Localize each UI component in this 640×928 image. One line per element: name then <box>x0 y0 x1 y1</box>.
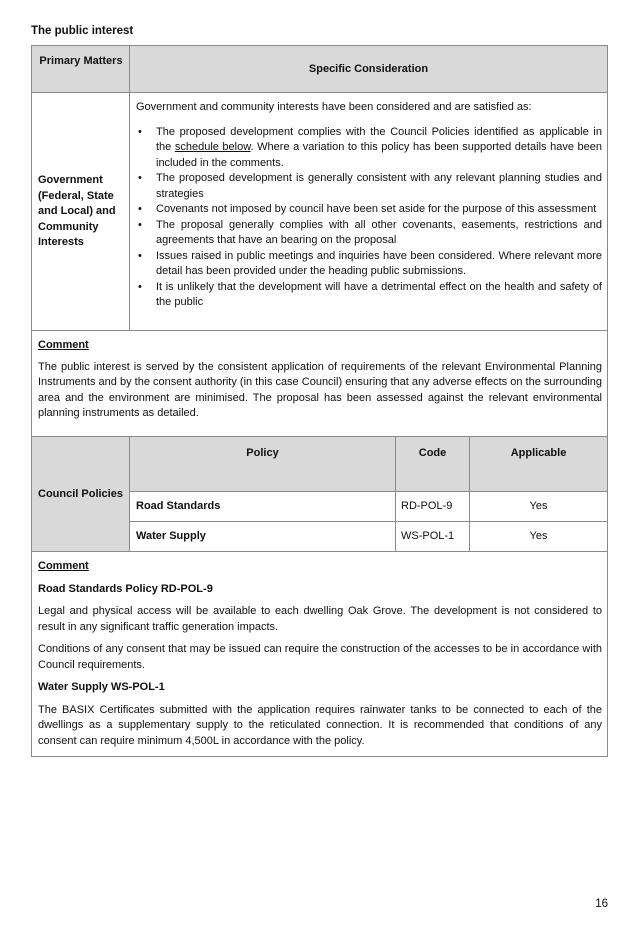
comment-title: Comment <box>38 339 89 351</box>
header-specific-consideration: Specific Consideration <box>308 63 429 75</box>
list-item: • The proposal generally complies with all other covenants, easements, restrictions and agreements that have an bearing on the proposal <box>136 218 602 249</box>
column-header-code: Code <box>418 447 447 459</box>
council-policies-table <box>31 436 608 757</box>
consideration-list <box>136 125 602 311</box>
section-heading: The public interest <box>31 25 134 37</box>
header-primary-matters: Primary Matters <box>39 55 123 67</box>
road-standards-subheading: Road Standards Policy RD-POL-9 <box>38 582 213 595</box>
list-item: • Covenants not imposed by council have been set aside for the purpose of this assessment <box>136 202 602 218</box>
code-cell: RD-POL-9 <box>401 500 453 512</box>
comment-title: Comment <box>38 560 89 572</box>
applicable-cell: Yes <box>529 530 548 542</box>
applicable-cell: Yes <box>529 500 548 512</box>
page-number: 16 <box>595 898 608 910</box>
water-supply-subheading: Water Supply WS-POL-1 <box>38 681 165 693</box>
policy-cell: Road Standards <box>136 500 221 512</box>
column-header-policy: Policy <box>246 447 279 459</box>
road-standards-paragraph: Conditions of any consent that may be issued can require the construction of the accesses to be in accordance with Council requirements. <box>38 643 602 671</box>
road-standards-paragraph: Legal and physical access will be available to each dwelling Oak Grove. The development is not considered to result in any significant traffic generation impacts. <box>38 605 602 633</box>
consideration-intro: Government and community interests have been considered and are satisfied as: <box>136 101 532 113</box>
schedule-below-link[interactable]: schedule below <box>174 141 251 153</box>
policy-comment-block <box>38 559 602 749</box>
row-label-council-policies: Council Policies <box>38 488 123 500</box>
list-item: • It is unlikely that the development will have a detrimental effect on the health and safety of the public <box>136 280 602 311</box>
list-item: • The proposed development is generally consistent with any relevant planning studies and strategies <box>136 171 602 202</box>
row-label-government: Government (Federal, State and Local) and Community Interests <box>38 174 116 248</box>
water-supply-paragraph: The BASIX Certificates submitted with the application requires rainwater tanks to be connected to each of the dwellings as a supplementary supply to the reticulated connection. It is recommended that conditions of any consent can require minimum 4,500L in accordance with the policy. <box>38 703 602 747</box>
consideration-content <box>136 100 602 311</box>
list-item: • The proposed development complies with the Council Policies identified as applicable in the schedule below. Where a variation to this policy has been supported details have been included in the comments. <box>136 125 602 172</box>
code-cell: WS-POL-1 <box>401 530 455 542</box>
comment-block <box>38 338 602 422</box>
column-header-applicable: Applicable <box>510 447 567 459</box>
public-interest-table <box>31 45 608 437</box>
policy-cell: Water Supply <box>136 530 206 542</box>
list-item: • Issues raised in public meetings and inquiries have been considered. Where relevant more detail has been provided under the heading public submissions. <box>136 249 602 280</box>
comment-text: The public interest is served by the consistent application of requirements of the relevant Environmental Planning Instruments and by the consent authority (in this case Council) ensuring that any adverse effects on the surrounding area and the environment are minimised. The proposal has been assessed against the relevant environmental planning instruments as detailed. <box>38 360 602 419</box>
